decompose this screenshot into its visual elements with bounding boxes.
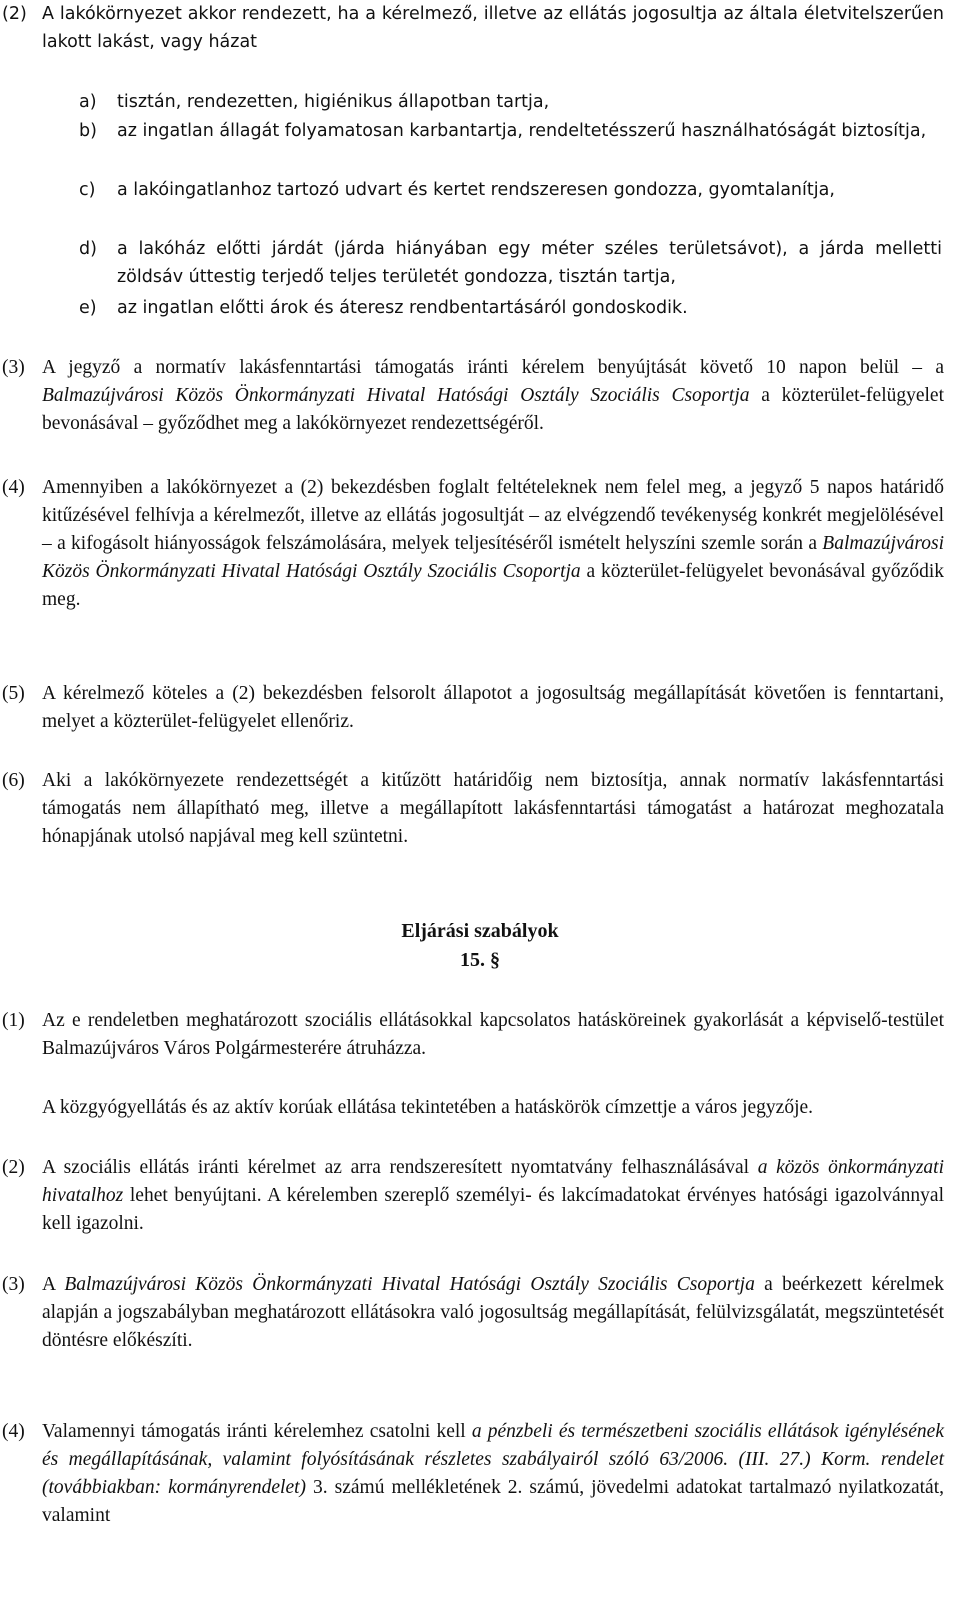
italic-run: Balmazújvárosi Közös Önkormányzati Hivatal Hatósági Osztály Szociális Csoportja bbox=[64, 1274, 755, 1295]
paragraph-number: (1) bbox=[2, 1010, 25, 1031]
list-item-label: b) bbox=[79, 121, 97, 141]
list-item-label: a) bbox=[79, 92, 97, 112]
list-item-text: az ingatlan előtti árok és áteresz rendbentartásáról gondoskodik. bbox=[117, 298, 688, 318]
list-item-label: e) bbox=[79, 298, 97, 318]
italic-run: Balmazújvárosi Közös Önkormányzati Hivatal Hatósági Osztály Szociális Csoportja bbox=[42, 533, 944, 582]
paragraph-number: (3) bbox=[2, 357, 25, 378]
paragraph-text: Aki a lakókörnyezete rendezettségét a kitűzött határidőig nem biztosítja, annak normatív lakásfenntartási támogatás nem állapítható meg, illetve a megállapított lakásfenntartási támogatást a határozat meghozatala hónapjának utolsó napjával meg kell szüntetni. bbox=[42, 770, 944, 847]
paragraph-number: (4) bbox=[2, 1421, 25, 1442]
text-run: A szociális ellátás iránti kérelmet az arra rendszeresített nyomtatvány felhasználásával bbox=[42, 1157, 758, 1178]
paragraph-text: A lakókörnyezet akkor rendezett, ha a kérelmező, illetve az ellátás jogosultja az általa életvitelszerűen lakott lakást, vagy házat bbox=[42, 4, 944, 52]
paragraph-number: (4) bbox=[2, 477, 25, 498]
text-run: A jegyző a normatív lakásfenntartási támogatás iránti kérelem benyújtását követő 10 napon belül – a bbox=[42, 357, 944, 378]
list-item-text: az ingatlan állagát folyamatosan karbantartja, rendeltetésszerű használhatóságát biztosítja, bbox=[117, 121, 927, 141]
paragraph-number: (6) bbox=[2, 770, 25, 791]
italic-run: Balmazújvárosi Közös Önkormányzati Hivatal Hatósági Osztály Szociális Csoportja bbox=[42, 385, 750, 406]
paragraph-number: (5) bbox=[2, 683, 25, 704]
text-run: 3. számú mellékletének 2. számú, jövedelmi adatokat tartalmazó nyilatkozatát, valamint bbox=[42, 1477, 944, 1526]
paragraph-text bbox=[42, 354, 944, 438]
list-item-text: tisztán, rendezetten, higiénikus állapotban tartja, bbox=[117, 92, 550, 112]
text-run: A bbox=[42, 1274, 65, 1295]
paragraph-text bbox=[42, 474, 944, 614]
list-item-text: a lakóház előtti járdát (járda hiányában egy méter széles területsávot), a járda melletti zöldsáv úttestig terjedő teljes területét gondozza, tisztán tartja, bbox=[117, 239, 942, 287]
text-run: lehet benyújtani. A kérelemben szereplő személyi- és lakcímadatokat érvényes hatósági igazolvánnyal kell igazolni. bbox=[42, 1185, 944, 1234]
list-item-text: a lakóingatlanhoz tartozó udvart és kertet rendszeresen gondozza, gyomtalanítja, bbox=[117, 180, 835, 200]
paragraph-number: (2) bbox=[2, 4, 27, 24]
italic-run: a közös önkormányzati hivatalhoz bbox=[42, 1157, 944, 1206]
text-run: Amennyiben a lakókörnyezet a (2) bekezdésben foglalt feltételeknek nem felel meg, a jegyző 5 napos határidő kitűzésével felhívja a kérelmezőt, illetve az ellátás jogosultját – az elvégzendő tevékenység konkrét megjelölésével – a kifogásolt hiányosságok felszámolására, melyek teljesítéséről ismételt helyszíni szemle során a bbox=[42, 477, 944, 554]
text-run: a beérkezett kérelmek alapján a jogszabályban meghatározott ellátásokra való jogosultság megállapítását, felülvizsgálatát, megszüntetését döntésre előkészíti. bbox=[42, 1274, 945, 1351]
text-run: a közterület-felügyelet bevonásával győződik meg. bbox=[42, 561, 944, 610]
text-run: Valamennyi támogatás iránti kérelemhez csatolni kell bbox=[42, 1421, 472, 1442]
paragraph-text bbox=[42, 1418, 944, 1530]
italic-run: a pénzbeli és természetbeni szociális ellátások igénylésének és megállapításának, valamint folyósításának részletes szabályairól szóló 63/2006. (III. 27.) Korm. rendelet (továbbiakban: kormányrendelet) bbox=[42, 1421, 944, 1498]
list-item-label: c) bbox=[79, 180, 96, 200]
paragraph-text bbox=[42, 1154, 944, 1238]
paragraph-text: A kérelmező köteles a (2) bekezdésben felsorolt állapotot a jogosultság megállapítását követően is fenntartani, melyet a közterület-felügyelet ellenőriz. bbox=[42, 683, 944, 732]
text-run: a közterület-felügyelet bevonásával – győződhet meg a lakókörnyezet rendezettségéről. bbox=[42, 385, 945, 434]
list-item-label: d) bbox=[79, 239, 97, 259]
paragraph-text: A közgyógyellátás és az aktív korúak ellátása tekintetében a hatáskörök címzettje a város jegyzője. bbox=[42, 1097, 814, 1118]
paragraph-number: (2) bbox=[2, 1157, 25, 1178]
paragraph-text bbox=[42, 1271, 944, 1355]
section-number: 15. § bbox=[460, 949, 500, 971]
paragraph-number: (3) bbox=[2, 1274, 25, 1295]
paragraph-text: Az e rendeletben meghatározott szociális ellátásokkal kapcsolatos hatásköreinek gyakorlását a képviselő-testület Balmazújváros Város Polgármesterére átruházza. bbox=[42, 1010, 944, 1059]
section-title: Eljárási szabályok bbox=[401, 920, 559, 942]
